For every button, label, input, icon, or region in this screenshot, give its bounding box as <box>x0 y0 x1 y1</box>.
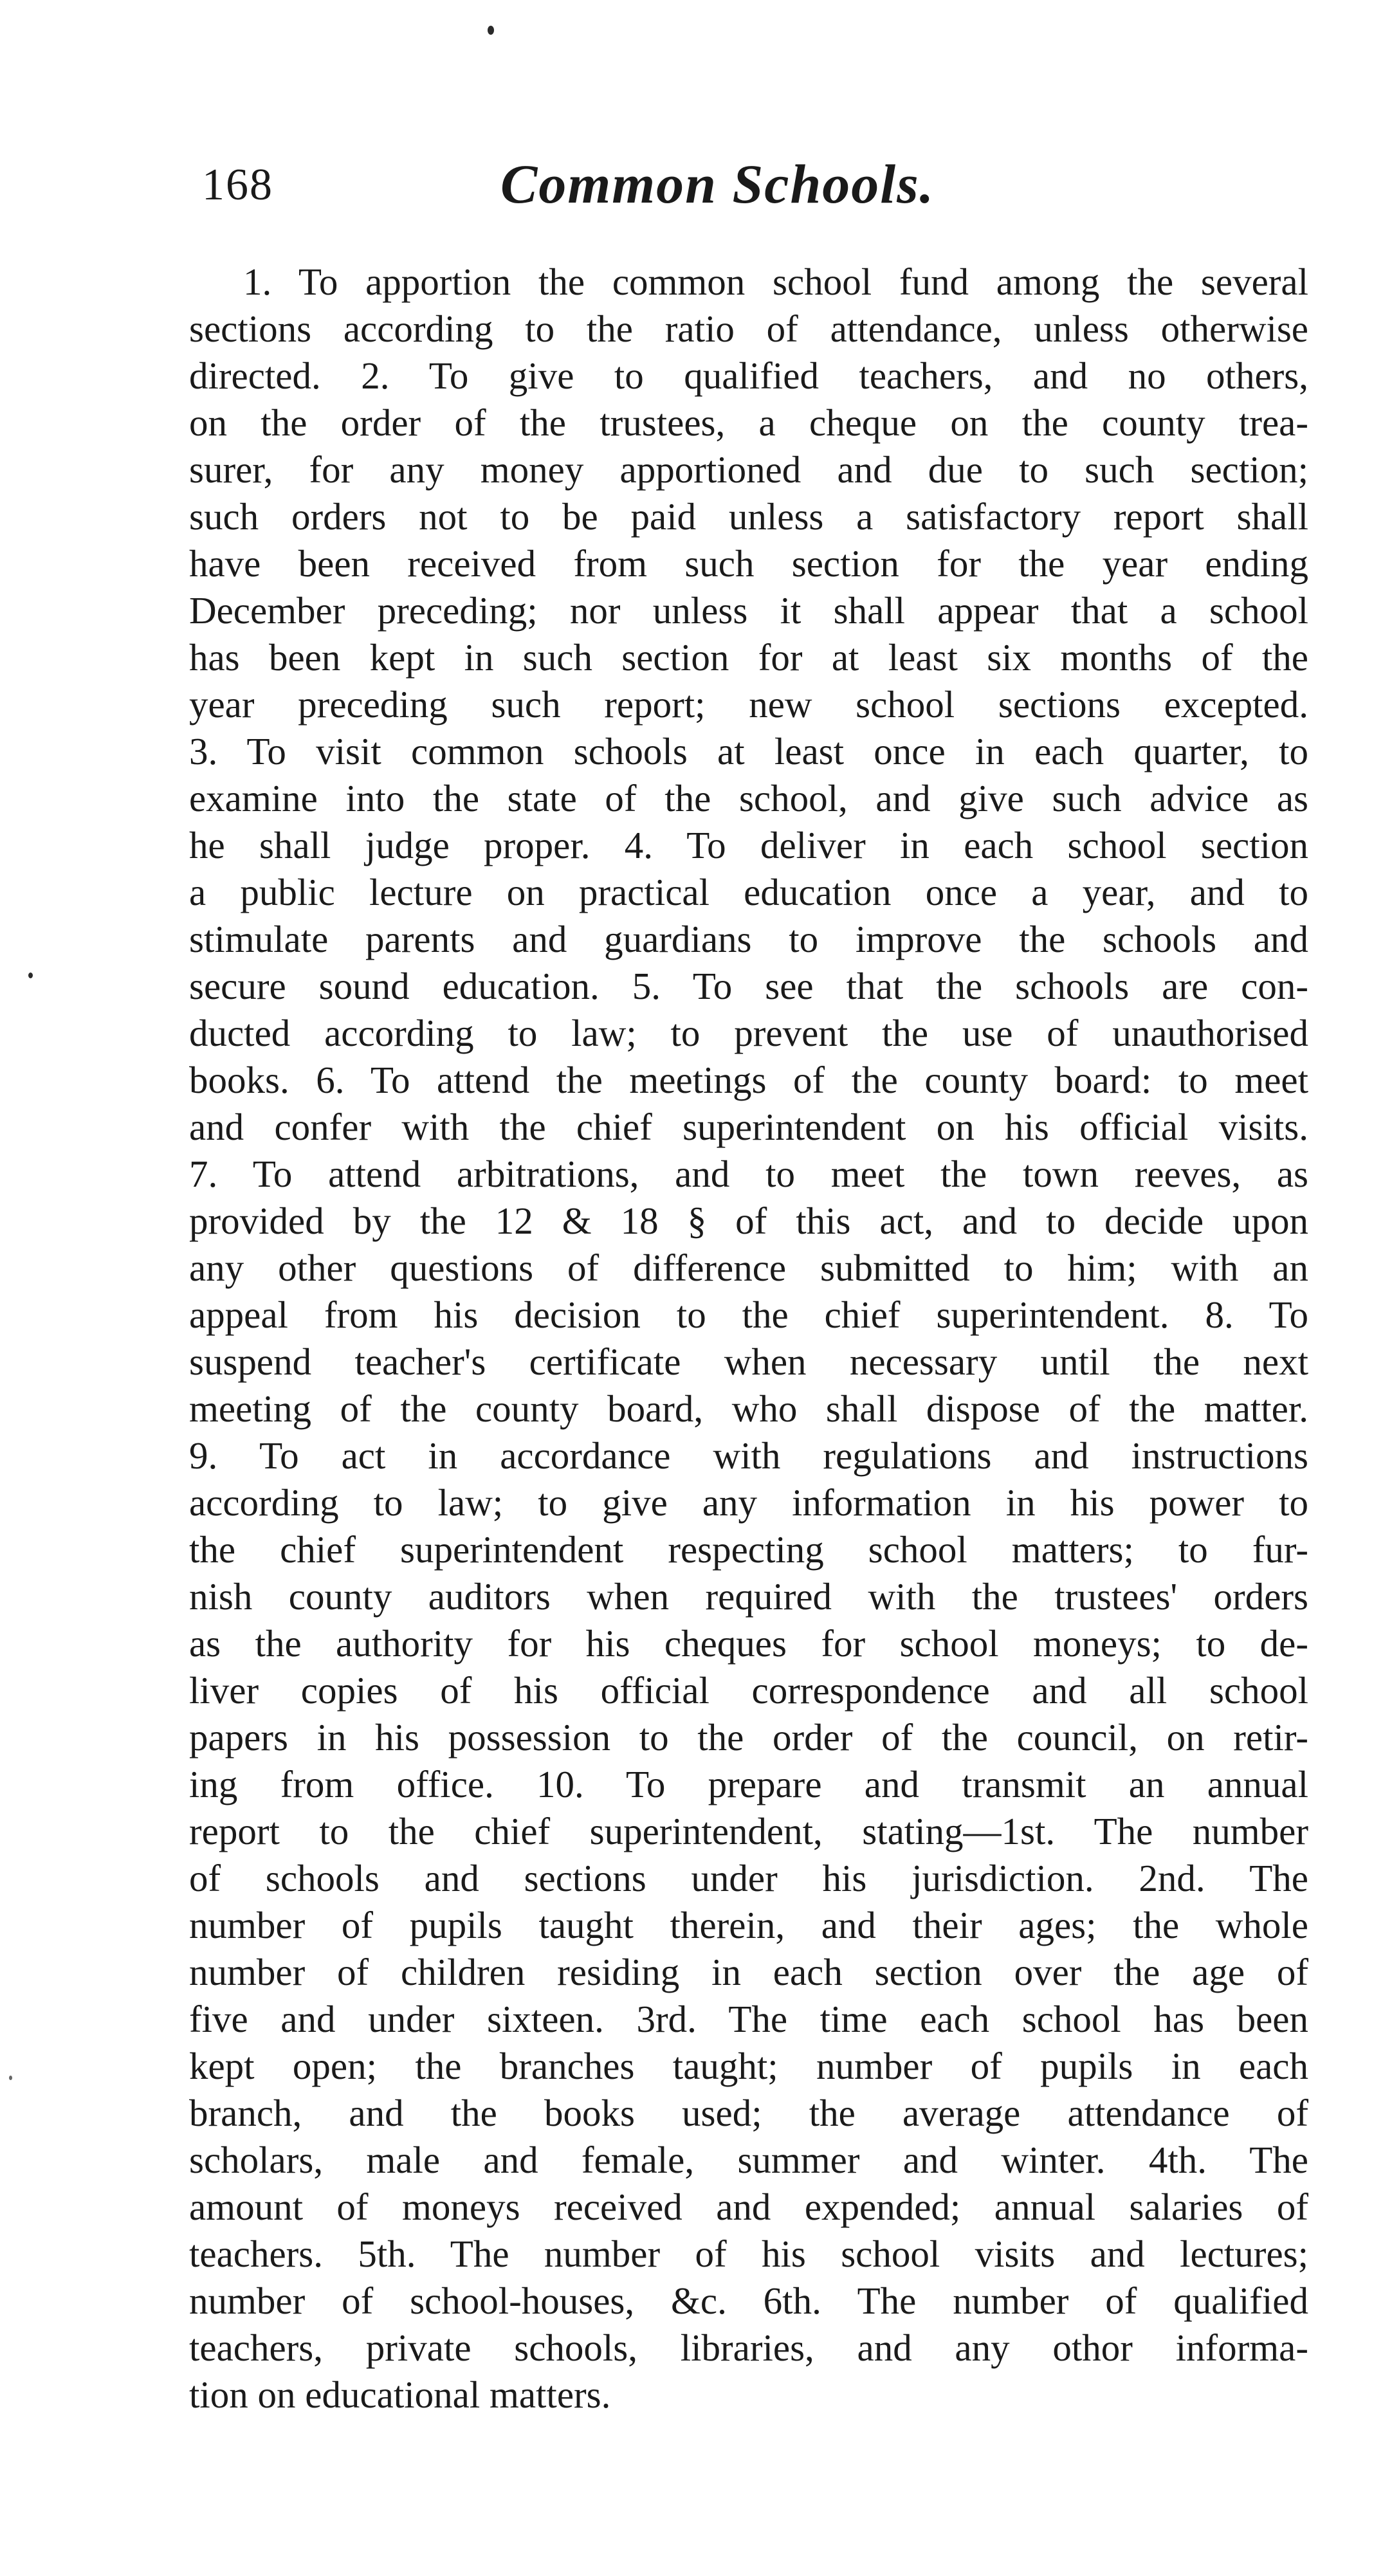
text-line: 7. To attend arbitrations, and to meet the town reeves, as <box>189 1153 1308 1195</box>
text-line: report to the chief superintendent, stating—1st. The number <box>189 1810 1308 1852</box>
text-line: liver copies of his official correspondence and all school <box>189 1669 1308 1712</box>
text-line: such orders not to be paid unless a satisfactory report shall <box>189 495 1308 538</box>
text-line: provided by the 12 & 18 § of this act, and to decide upon <box>189 1200 1308 1242</box>
text-line: teachers, private schools, libraries, and any othor informa- <box>189 2326 1308 2369</box>
body-text <box>189 259 1308 2418</box>
text-line: five and under sixteen. 3rd. The time each school has been <box>189 1998 1308 2040</box>
text-line: as the authority for his cheques for school moneys; to de- <box>189 1622 1308 1665</box>
text-line: has been kept in such section for at least six months of the <box>189 636 1308 679</box>
text-line: ducted according to law; to prevent the use of unauthorised <box>189 1012 1308 1054</box>
text-line: secure sound education. 5. To see that the schools are con- <box>189 965 1308 1007</box>
text-line: 1. To apportion the common school fund among the several <box>243 260 1308 303</box>
text-line: he shall judge proper. 4. To deliver in each school section <box>189 824 1308 866</box>
ink-speck <box>488 26 494 35</box>
text-line: branch, and the books used; the average attendance of <box>189 2092 1308 2134</box>
text-line: year preceding such report; new school sections excepted. <box>189 683 1308 726</box>
text-line: surer, for any money apportioned and due to such section; <box>189 448 1308 491</box>
text-line: directed. 2. To give to qualified teachers, and no others, <box>189 354 1308 397</box>
text-line: the chief superintendent respecting school matters; to fur- <box>189 1528 1308 1571</box>
page-number: 168 <box>202 160 273 210</box>
text-line: 9. To act in accordance with regulations and instructions <box>189 1434 1308 1477</box>
text-line: scholars, male and female, summer and winter. 4th. The <box>189 2139 1308 2181</box>
text-line: any other questions of difference submitted to him; with an <box>189 1247 1308 1289</box>
text-line: of schools and sections under his jurisdiction. 2nd. The <box>189 1857 1308 1899</box>
text-line: have been received from such section for the year ending <box>189 542 1308 585</box>
text-line: 3. To visit common schools at least once in each quarter, to <box>189 730 1308 772</box>
text-line: appeal from his decision to the chief superintendent. 8. To <box>189 1293 1308 1336</box>
text-line: a public lecture on practical education once a year, and to <box>189 871 1308 913</box>
text-line: amount of moneys received and expended; annual salaries of <box>189 2186 1308 2228</box>
text-line: teachers. 5th. The number of his school visits and lectures; <box>189 2233 1308 2275</box>
ink-speck <box>28 973 33 978</box>
text-line: number of school-houses, &c. 6th. The number of qualified <box>189 2279 1308 2322</box>
text-line: kept open; the branches taught; number of pupils in each <box>189 2045 1308 2087</box>
text-line: ing from office. 10. To prepare and transmit an annual <box>189 1763 1308 1805</box>
text-line: books. 6. To attend the meetings of the county board: to meet <box>189 1059 1308 1101</box>
text-line: December preceding; nor unless it shall appear that a school <box>189 589 1308 632</box>
text-line: number of children residing in each section over the age of <box>189 1951 1308 1993</box>
text-line: nish county auditors when required with the trustees' orders <box>189 1575 1308 1618</box>
text-line: according to law; to give any information in his power to <box>189 1481 1308 1524</box>
text-line: suspend teacher's certificate when necessary until the next <box>189 1340 1308 1383</box>
text-line: examine into the state of the school, and give such advice as <box>189 777 1308 819</box>
running-head: Common Schools. <box>500 153 935 215</box>
text-line: tion on educational matters. <box>189 2373 611 2416</box>
text-line: and confer with the chief superintendent on his official visits. <box>189 1106 1308 1148</box>
text-line: number of pupils taught therein, and their ages; the whole <box>189 1904 1308 1946</box>
text-line: stimulate parents and guardians to improve the schools and <box>189 918 1308 960</box>
text-line: on the order of the trustees, a cheque on the county trea- <box>189 401 1308 444</box>
text-line: sections according to the ratio of attendance, unless otherwise <box>189 307 1308 350</box>
ink-speck <box>9 2076 12 2080</box>
text-line: papers in his possession to the order of the council, on retir- <box>189 1716 1308 1758</box>
text-line: meeting of the county board, who shall dispose of the matter. <box>189 1387 1308 1430</box>
